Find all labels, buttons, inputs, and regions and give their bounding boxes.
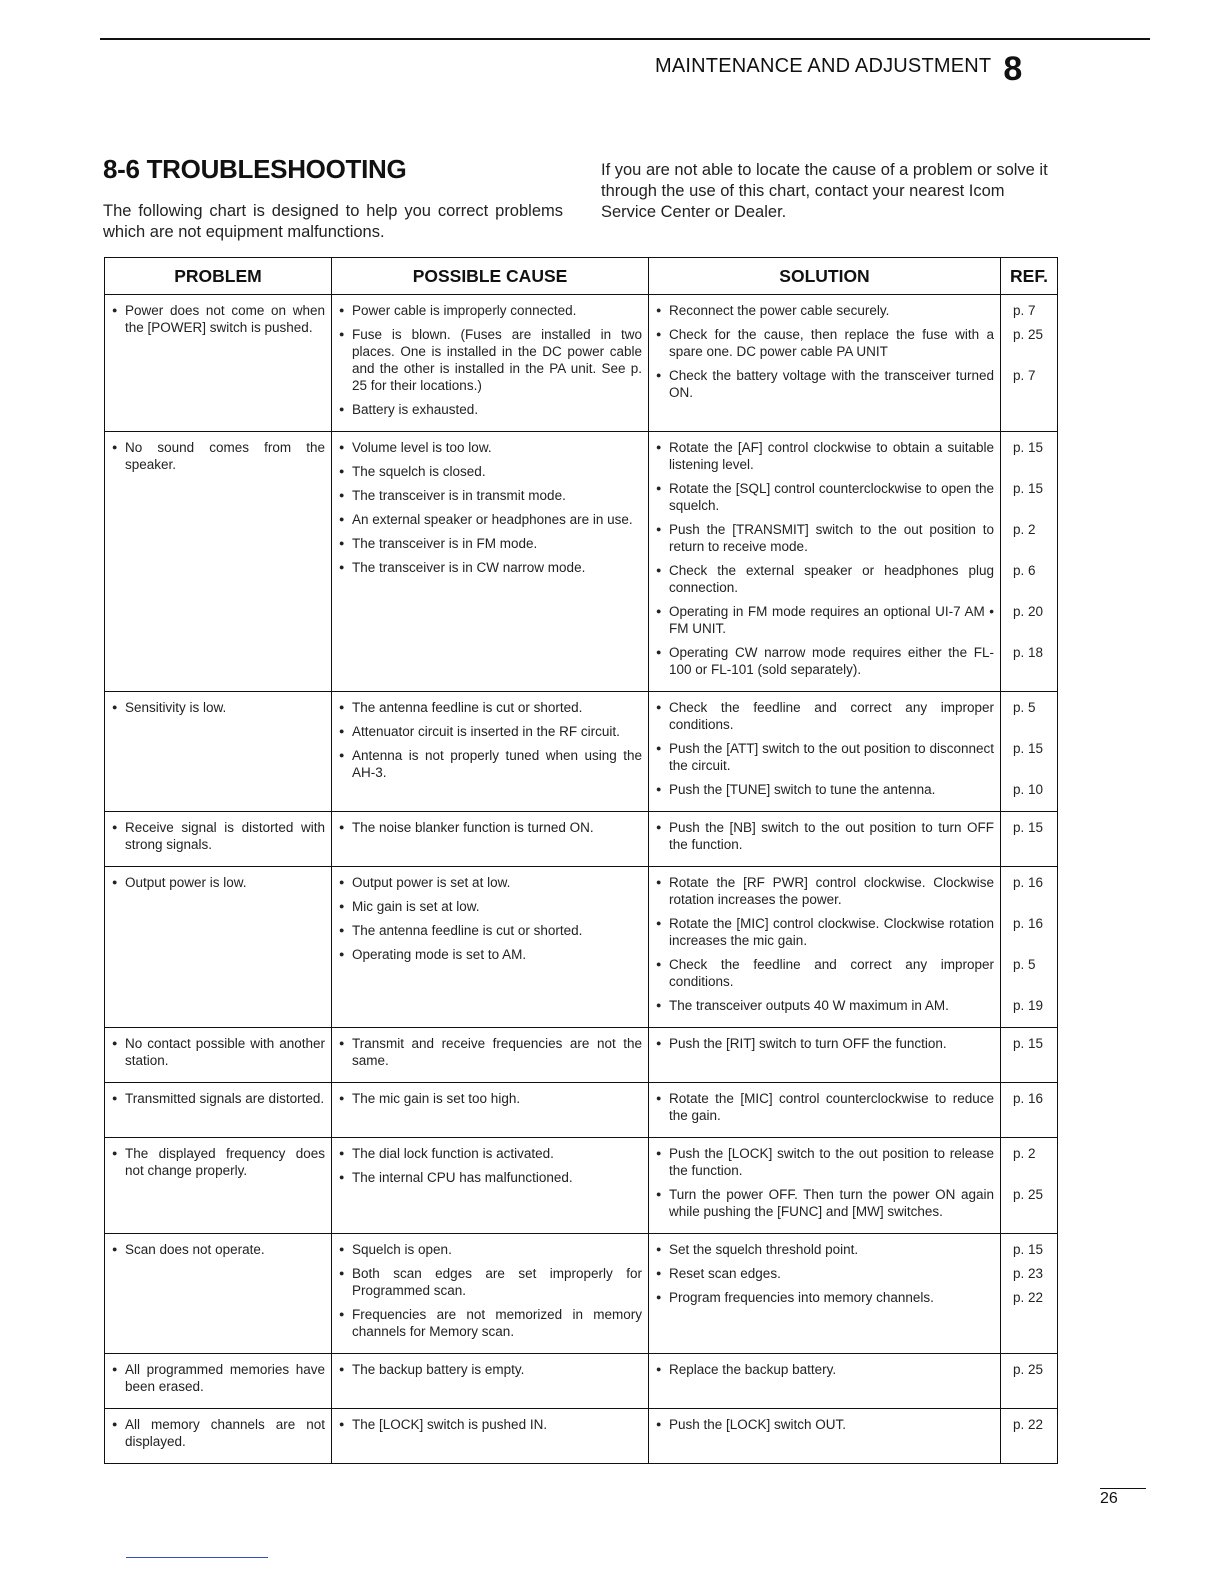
problem-text: ● No sound comes from the speaker. [112, 439, 325, 473]
header-cause: POSSIBLE CAUSE [332, 258, 649, 295]
solution-cell [649, 432, 1001, 692]
header-ref: REF. [1001, 258, 1058, 295]
ref-item: p. 15 [1013, 1242, 1044, 1257]
troubleshooting-table [104, 257, 1058, 1464]
solution-cell [649, 1138, 1001, 1234]
solution-item: ● Check the feedline and correct any improper conditions. [656, 699, 994, 733]
solution-cell [649, 1234, 1001, 1354]
ref-cell [1001, 295, 1058, 432]
solution-item: ● Reset scan edges. [656, 1265, 994, 1282]
cause-cell [332, 432, 649, 692]
ref-cell [1001, 867, 1058, 1028]
solution-item: ● Push the [LOCK] switch to the out position to release the function. [656, 1145, 994, 1179]
ref-cell [1001, 1138, 1058, 1234]
problem-text: ● All programmed memories have been erased. [112, 1361, 325, 1395]
solution-item: ● Check the external speaker or headphones plug connection. [656, 562, 994, 596]
solution-item: ● Turn the power OFF. Then turn the power ON again while pushing the [FUNC] and [MW] switches. [656, 1186, 994, 1220]
problem-text: ● Sensitivity is low. [112, 699, 325, 716]
ref-cell [1001, 1234, 1058, 1354]
cause-item: ● Output power is set at low. [339, 874, 642, 891]
solution-item: ● Rotate the [AF] control clockwise to obtain a suitable listening level. [656, 439, 994, 473]
ref-item: p. 16 [1013, 916, 1044, 931]
table-row [105, 1234, 1058, 1354]
cause-item: ● The dial lock function is activated. [339, 1145, 642, 1162]
solution-item: ● The transceiver outputs 40 W maximum in AM. [656, 997, 994, 1014]
solution-item: ● Operating CW narrow mode requires either the FL-100 or FL-101 (sold separately). [656, 644, 994, 678]
solution-item: ● Rotate the [RF PWR] control clockwise. Clockwise rotation increases the power. [656, 874, 994, 908]
table-row [105, 867, 1058, 1028]
solution-cell [649, 1028, 1001, 1083]
problem-text: ● Receive signal is distorted with strong signals. [112, 819, 325, 853]
solution-item: ● Set the squelch threshold point. [656, 1241, 994, 1258]
problem-cell [105, 1409, 332, 1464]
table-header-row [105, 258, 1058, 295]
problem-cell [105, 1083, 332, 1138]
solution-item: ● Push the [RIT] switch to turn OFF the function. [656, 1035, 994, 1052]
cause-item: ● The internal CPU has malfunctioned. [339, 1169, 642, 1186]
table-row [105, 1409, 1058, 1464]
cause-item: ● The mic gain is set too high. [339, 1090, 642, 1107]
solution-item: ● Check the feedline and correct any improper conditions. [656, 956, 994, 990]
ref-item: p. 18 [1013, 645, 1044, 660]
solution-item: ● Reconnect the power cable securely. [656, 302, 994, 319]
problem-cell [105, 295, 332, 432]
intro-left: The following chart is designed to help you correct problems which are not equipment malfunctions. [103, 202, 563, 241]
section-header [655, 50, 1022, 89]
cause-item: ● Antenna is not properly tuned when using the AH-3. [339, 747, 642, 781]
cause-cell [332, 295, 649, 432]
ref-item: p. 2 [1013, 522, 1036, 537]
cause-item: ● Mic gain is set at low. [339, 898, 642, 915]
solution-item: ● Rotate the [SQL] control counterclockwise to open the squelch. [656, 480, 994, 514]
cause-item: ● Fuse is blown. (Fuses are installed in two places. One is installed in the DC power cable and the other is installed in the PA unit. See p. 25 for their locations.) [339, 326, 642, 394]
cause-cell [332, 1354, 649, 1409]
ref-item: p. 22 [1013, 1417, 1044, 1432]
ref-cell [1001, 1028, 1058, 1083]
ref-item: p. 20 [1013, 604, 1044, 619]
cause-item: ● The squelch is closed. [339, 463, 642, 480]
ref-item: p. 7 [1013, 303, 1036, 318]
cause-cell [332, 867, 649, 1028]
ref-item: p. 16 [1013, 875, 1044, 890]
solution-item: ● Push the [NB] switch to the out position to turn OFF the function. [656, 819, 994, 853]
solution-item: ● Push the [TRANSMIT] switch to the out position to return to receive mode. [656, 521, 994, 555]
solution-cell [649, 867, 1001, 1028]
ref-item: p. 22 [1013, 1290, 1044, 1305]
cause-item: ● Power cable is improperly connected. [339, 302, 642, 319]
cause-item: ● The [LOCK] switch is pushed IN. [339, 1416, 642, 1433]
cause-item: ● An external speaker or headphones are in use. [339, 511, 642, 528]
cause-item: ● Both scan edges are set improperly for Programmed scan. [339, 1265, 642, 1299]
solution-cell [649, 692, 1001, 812]
solution-item: ● Check the battery voltage with the transceiver turned ON. [656, 367, 994, 401]
ref-item: p. 7 [1013, 368, 1036, 383]
cause-item: ● Volume level is too low. [339, 439, 642, 456]
solution-cell [649, 1354, 1001, 1409]
ref-cell [1001, 1083, 1058, 1138]
cause-item: ● Operating mode is set to AM. [339, 946, 642, 963]
cause-cell [332, 1028, 649, 1083]
ref-item: p. 5 [1013, 957, 1036, 972]
cause-item: ● Frequencies are not memorized in memory channels for Memory scan. [339, 1306, 642, 1340]
ref-item: p. 15 [1013, 481, 1044, 496]
cause-item: ● Attenuator circuit is inserted in the RF circuit. [339, 723, 642, 740]
cause-item: ● The backup battery is empty. [339, 1361, 642, 1378]
table-body [105, 295, 1058, 1464]
problem-text: ● Output power is low. [112, 874, 325, 891]
ref-item: p. 15 [1013, 1036, 1044, 1051]
cause-item: ● Squelch is open. [339, 1241, 642, 1258]
cause-item: ● Transmit and receive frequencies are not the same. [339, 1035, 642, 1069]
cause-cell [332, 1409, 649, 1464]
ref-cell [1001, 1354, 1058, 1409]
ref-item: p. 2 [1013, 1146, 1036, 1161]
problem-cell [105, 1354, 332, 1409]
solution-item: ● Check for the cause, then replace the fuse with a spare one. DC power cable PA UNIT [656, 326, 994, 360]
solution-item: ● Rotate the [MIC] control clockwise. Clockwise rotation increases the mic gain. [656, 915, 994, 949]
cause-item: ● The antenna feedline is cut or shorted. [339, 922, 642, 939]
problem-cell [105, 867, 332, 1028]
cause-cell [332, 812, 649, 867]
section-title: MAINTENANCE AND ADJUSTMENT [655, 55, 992, 77]
problem-text: ● Transmitted signals are distorted. [112, 1090, 325, 1107]
solution-item: ● Replace the backup battery. [656, 1361, 994, 1378]
table-row [105, 1138, 1058, 1234]
header-problem: PROBLEM [105, 258, 332, 295]
top-rule [100, 38, 1150, 40]
cause-item: ● The transceiver is in transmit mode. [339, 487, 642, 504]
cause-item: ● The noise blanker function is turned ON. [339, 819, 642, 836]
cause-item: ● Battery is exhausted. [339, 401, 642, 418]
solution-item: ● Push the [ATT] switch to the out position to disconnect the circuit. [656, 740, 994, 774]
ref-cell [1001, 432, 1058, 692]
intro-right: If you are not able to locate the cause of a problem or solve it through the use of this chart, contact your nearest Icom Service Center or Dealer. [601, 161, 1048, 221]
table-row [105, 432, 1058, 692]
solution-cell [649, 1409, 1001, 1464]
ref-item: p. 5 [1013, 700, 1036, 715]
problem-cell [105, 1138, 332, 1234]
table-row [105, 295, 1058, 432]
solution-item: ● Push the [TUNE] switch to tune the antenna. [656, 781, 994, 798]
ref-item: p. 19 [1013, 998, 1044, 1013]
problem-cell [105, 812, 332, 867]
cause-item: ● The transceiver is in FM mode. [339, 535, 642, 552]
ref-item: p. 25 [1013, 327, 1044, 342]
ref-item: p. 15 [1013, 820, 1044, 835]
problem-cell [105, 692, 332, 812]
solution-item: ● Rotate the [MIC] control counterclockwise to reduce the gain. [656, 1090, 994, 1124]
table-row [105, 812, 1058, 867]
problem-cell [105, 432, 332, 692]
page-number: 26 [1100, 1488, 1146, 1508]
ref-item: p. 25 [1013, 1362, 1044, 1377]
solution-cell [649, 1083, 1001, 1138]
cause-cell [332, 1234, 649, 1354]
problem-cell [105, 1028, 332, 1083]
solution-cell [649, 295, 1001, 432]
ref-item: p. 16 [1013, 1091, 1044, 1106]
header-solution: SOLUTION [649, 258, 1001, 295]
cause-item: ● The antenna feedline is cut or shorted. [339, 699, 642, 716]
ref-item: p. 23 [1013, 1266, 1044, 1281]
table-row [105, 1083, 1058, 1138]
problem-text: ● Scan does not operate. [112, 1241, 325, 1258]
solution-item: ● Program frequencies into memory channels. [656, 1289, 994, 1306]
ref-item: p. 15 [1013, 440, 1044, 455]
ref-item: p. 25 [1013, 1187, 1044, 1202]
cause-item: ● The transceiver is in CW narrow mode. [339, 559, 642, 576]
ref-item: p. 6 [1013, 563, 1036, 578]
problem-text: ● Power does not come on when the [POWER] switch is pushed. [112, 302, 325, 336]
section-number: 8 [1003, 50, 1023, 88]
table-row [105, 692, 1058, 812]
problem-text: ● All memory channels are not displayed. [112, 1416, 325, 1450]
table-row [105, 1354, 1058, 1409]
problem-cell [105, 1234, 332, 1354]
solution-item: ● Push the [LOCK] switch OUT. [656, 1416, 994, 1433]
solution-item: ● Operating in FM mode requires an optional UI-7 AM • FM UNIT. [656, 603, 994, 637]
ref-cell [1001, 1409, 1058, 1464]
cause-cell [332, 1138, 649, 1234]
solution-cell [649, 812, 1001, 867]
ref-item: p. 15 [1013, 741, 1044, 756]
ref-cell [1001, 812, 1058, 867]
footer-link-line [126, 1557, 268, 1558]
cause-cell [332, 692, 649, 812]
problem-text: ● The displayed frequency does not change properly. [112, 1145, 325, 1179]
ref-cell [1001, 692, 1058, 812]
problem-text: ● No contact possible with another station. [112, 1035, 325, 1069]
cause-cell [332, 1083, 649, 1138]
ref-item: p. 10 [1013, 782, 1044, 797]
table-row [105, 1028, 1058, 1083]
page-title: 8-6 TROUBLESHOOTING [103, 154, 407, 184]
